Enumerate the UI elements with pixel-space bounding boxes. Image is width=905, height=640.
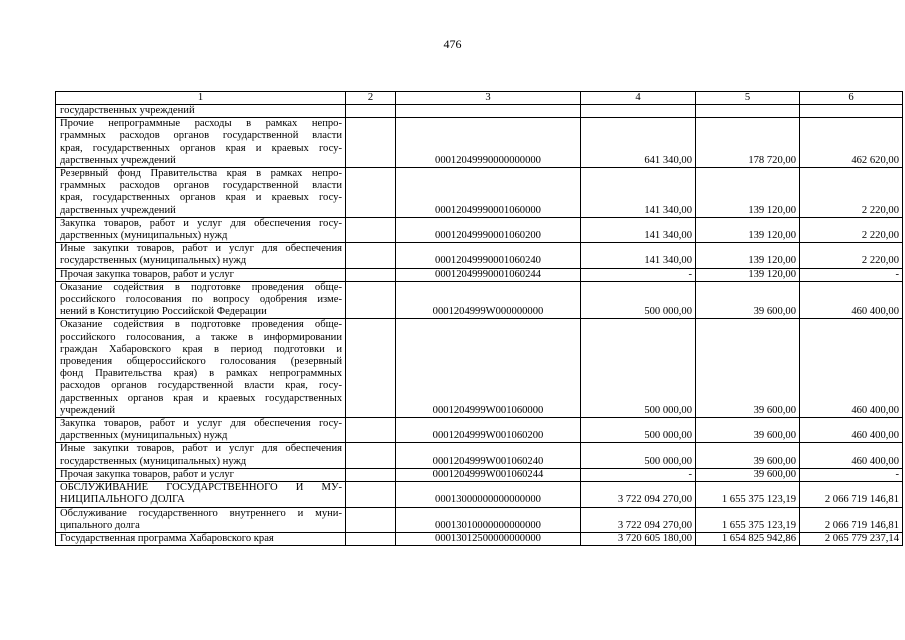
row-name [56, 168, 346, 218]
table-row [56, 532, 903, 545]
row-column-2 [346, 319, 396, 418]
page-number: 476 [443, 37, 462, 51]
row-amount-c6: 460 400,00 [800, 319, 903, 418]
column-header: 1 [56, 92, 346, 105]
row-code: 0001204999W001060244 [396, 468, 581, 481]
row-name-line: дарственных органов края и краевых государственных [60, 392, 342, 404]
row-amount-c4: - [581, 268, 696, 281]
row-amount-c6: 462 620,00 [800, 118, 903, 168]
row-amount-c5: 39 600,00 [696, 319, 800, 418]
table-row [56, 443, 903, 468]
row-name-line: Иные закупки товаров, работ и услуг для обеспечения [60, 443, 342, 455]
row-name-line: российского голосования, а также в информировании [60, 331, 342, 343]
row-amount-c4: 141 340,00 [581, 217, 696, 242]
row-name-line: ОБСЛУЖИВАНИЕ ГОСУДАРСТВЕННОГО И МУ- [60, 482, 342, 494]
table-row [56, 507, 903, 532]
row-amount-c6: 460 400,00 [800, 418, 903, 443]
row-amount-c5: 39 600,00 [696, 281, 800, 319]
row-amount-c5: 139 120,00 [696, 243, 800, 268]
row-code: 00012049990001060244 [396, 268, 581, 281]
row-amount-c4: 641 340,00 [581, 118, 696, 168]
column-header: 5 [696, 92, 800, 105]
row-column-2 [346, 482, 396, 507]
row-code: 00013010000000000000 [396, 507, 581, 532]
row-name-line: Иные закупки товаров, работ и услуг для обеспечения [60, 243, 342, 255]
row-amount-c4: 141 340,00 [581, 243, 696, 268]
column-header: 4 [581, 92, 696, 105]
row-name [56, 268, 346, 281]
row-name-line: проведения общероссийского голосования (резервный [60, 356, 342, 368]
row-amount-c6: 460 400,00 [800, 281, 903, 319]
row-name [56, 105, 346, 118]
row-amount-c5: 139 120,00 [696, 268, 800, 281]
row-amount-c6: 2 066 719 146,81 [800, 507, 903, 532]
row-code: 00013012500000000000 [396, 532, 581, 545]
row-column-2 [346, 217, 396, 242]
row-amount-c4: - [581, 468, 696, 481]
row-amount-c5: 1 654 825 942,86 [696, 532, 800, 545]
row-column-2 [346, 268, 396, 281]
column-header: 3 [396, 92, 581, 105]
row-name-line: Государственная программа Хабаровского края [60, 532, 274, 544]
row-column-2 [346, 532, 396, 545]
table-row [56, 319, 903, 418]
row-name-line: расходов органов государственной власти края, госу- [60, 380, 342, 392]
row-name-line: Оказание содействия в подготовке проведения обще- [60, 281, 342, 293]
row-column-2 [346, 443, 396, 468]
row-name-line: Оказание содействия в подготовке проведения обще- [60, 319, 342, 331]
row-name-line: российского голосования по вопросу одобрения изме- [60, 294, 342, 306]
row-name-line: края, государственных органов края и краевых госу- [60, 142, 342, 154]
row-name-line: государственных (муниципальных) нужд [60, 455, 247, 467]
row-name-line: дарственных (муниципальных) нужд [60, 430, 228, 442]
column-header: 2 [346, 92, 396, 105]
column-number-row [56, 92, 903, 105]
row-amount-c6: - [800, 468, 903, 481]
row-name-line: фонд Правительства края) в рамках непрограммных [60, 368, 342, 380]
row-amount-c6: 460 400,00 [800, 443, 903, 468]
table-row [56, 168, 903, 218]
row-column-2 [346, 468, 396, 481]
row-amount-c4 [581, 105, 696, 118]
row-code: 00013000000000000000 [396, 482, 581, 507]
table-row [56, 217, 903, 242]
row-amount-c5: 178 720,00 [696, 118, 800, 168]
row-amount-c5: 1 655 375 123,19 [696, 482, 800, 507]
table-row [56, 118, 903, 168]
row-amount-c5: 1 655 375 123,19 [696, 507, 800, 532]
row-code: 00012049990001060000 [396, 168, 581, 218]
row-amount-c6: 2 220,00 [800, 243, 903, 268]
row-amount-c5: 139 120,00 [696, 217, 800, 242]
table-row [56, 418, 903, 443]
row-name-line: граждан Хабаровского края в период подготовки и [60, 343, 342, 355]
row-code: 0001204999W000000000 [396, 281, 581, 319]
row-code: 00012049990000000000 [396, 118, 581, 168]
row-name-line: Резервный фонд Правительства края в рамках непро- [60, 168, 342, 180]
row-name-line: Прочие непрограммные расходы в рамках непро- [60, 118, 342, 130]
table-row [56, 105, 903, 118]
row-column-2 [346, 243, 396, 268]
row-amount-c6: 2 065 779 237,14 [800, 532, 903, 545]
row-code [396, 105, 581, 118]
table-row [56, 281, 903, 319]
row-name-line: нений в Конституцию Российской Федерации [60, 306, 267, 318]
row-amount-c4: 500 000,00 [581, 443, 696, 468]
row-name-line: дарственных учреждений [60, 154, 176, 166]
row-name-line: дарственных учреждений [60, 204, 176, 216]
row-name [56, 281, 346, 319]
row-name [56, 532, 346, 545]
row-name [56, 468, 346, 481]
row-amount-c4: 3 720 605 180,00 [581, 532, 696, 545]
row-code: 00012049990001060200 [396, 217, 581, 242]
row-amount-c5 [696, 105, 800, 118]
row-code: 0001204999W001060240 [396, 443, 581, 468]
row-amount-c5: 39 600,00 [696, 418, 800, 443]
row-name-line: края, государственных органов края и краевых госу- [60, 192, 342, 204]
row-name [56, 443, 346, 468]
row-amount-c6: 2 066 719 146,81 [800, 482, 903, 507]
row-amount-c4: 3 722 094 270,00 [581, 507, 696, 532]
row-column-2 [346, 118, 396, 168]
row-amount-c4: 3 722 094 270,00 [581, 482, 696, 507]
row-name [56, 418, 346, 443]
row-amount-c5: 39 600,00 [696, 468, 800, 481]
budget-table [55, 91, 903, 546]
row-name-line: граммных расходов органов государственной власти [60, 180, 342, 192]
row-name-line: государственных учреждений [60, 105, 195, 116]
row-name [56, 118, 346, 168]
row-code: 0001204999W001060000 [396, 319, 581, 418]
row-name-line: Закупка товаров, работ и услуг для обеспечения госу- [60, 217, 342, 229]
budget-table-container [55, 91, 899, 546]
row-amount-c4: 141 340,00 [581, 168, 696, 218]
row-amount-c6 [800, 105, 903, 118]
row-amount-c6: - [800, 268, 903, 281]
row-name-line: НИЦИПАЛЬНОГО ДОЛГА [60, 494, 185, 506]
row-amount-c6: 2 220,00 [800, 217, 903, 242]
table-row [56, 482, 903, 507]
row-column-2 [346, 105, 396, 118]
row-amount-c4: 500 000,00 [581, 281, 696, 319]
row-code: 00012049990001060240 [396, 243, 581, 268]
row-name-line: дарственных (муниципальных) нужд [60, 230, 228, 242]
row-name-line: Обслуживание государственного внутреннего и муни- [60, 507, 342, 519]
row-name-line: Прочая закупка товаров, работ и услуг [60, 268, 235, 280]
table-row [56, 268, 903, 281]
row-name-line: Закупка товаров, работ и услуг для обеспечения госу- [60, 418, 342, 430]
row-amount-c4: 500 000,00 [581, 319, 696, 418]
row-name-line: Прочая закупка товаров, работ и услуг [60, 468, 235, 480]
row-name [56, 243, 346, 268]
table-row [56, 468, 903, 481]
row-amount-c5: 139 120,00 [696, 168, 800, 218]
row-name-line: государственных (муниципальных) нужд [60, 255, 247, 267]
row-name [56, 319, 346, 418]
row-code: 0001204999W001060200 [396, 418, 581, 443]
row-amount-c4: 500 000,00 [581, 418, 696, 443]
row-name-line: граммных расходов органов государственной власти [60, 130, 342, 142]
table-row [56, 243, 903, 268]
row-column-2 [346, 168, 396, 218]
row-column-2 [346, 418, 396, 443]
row-name [56, 217, 346, 242]
row-name-line: учреждений [60, 404, 116, 416]
row-name-line: ципального долга [60, 519, 140, 531]
row-column-2 [346, 281, 396, 319]
row-name [56, 507, 346, 532]
row-amount-c6: 2 220,00 [800, 168, 903, 218]
column-header: 6 [800, 92, 903, 105]
budget-table-body [56, 92, 903, 546]
row-name [56, 482, 346, 507]
row-column-2 [346, 507, 396, 532]
row-amount-c5: 39 600,00 [696, 443, 800, 468]
